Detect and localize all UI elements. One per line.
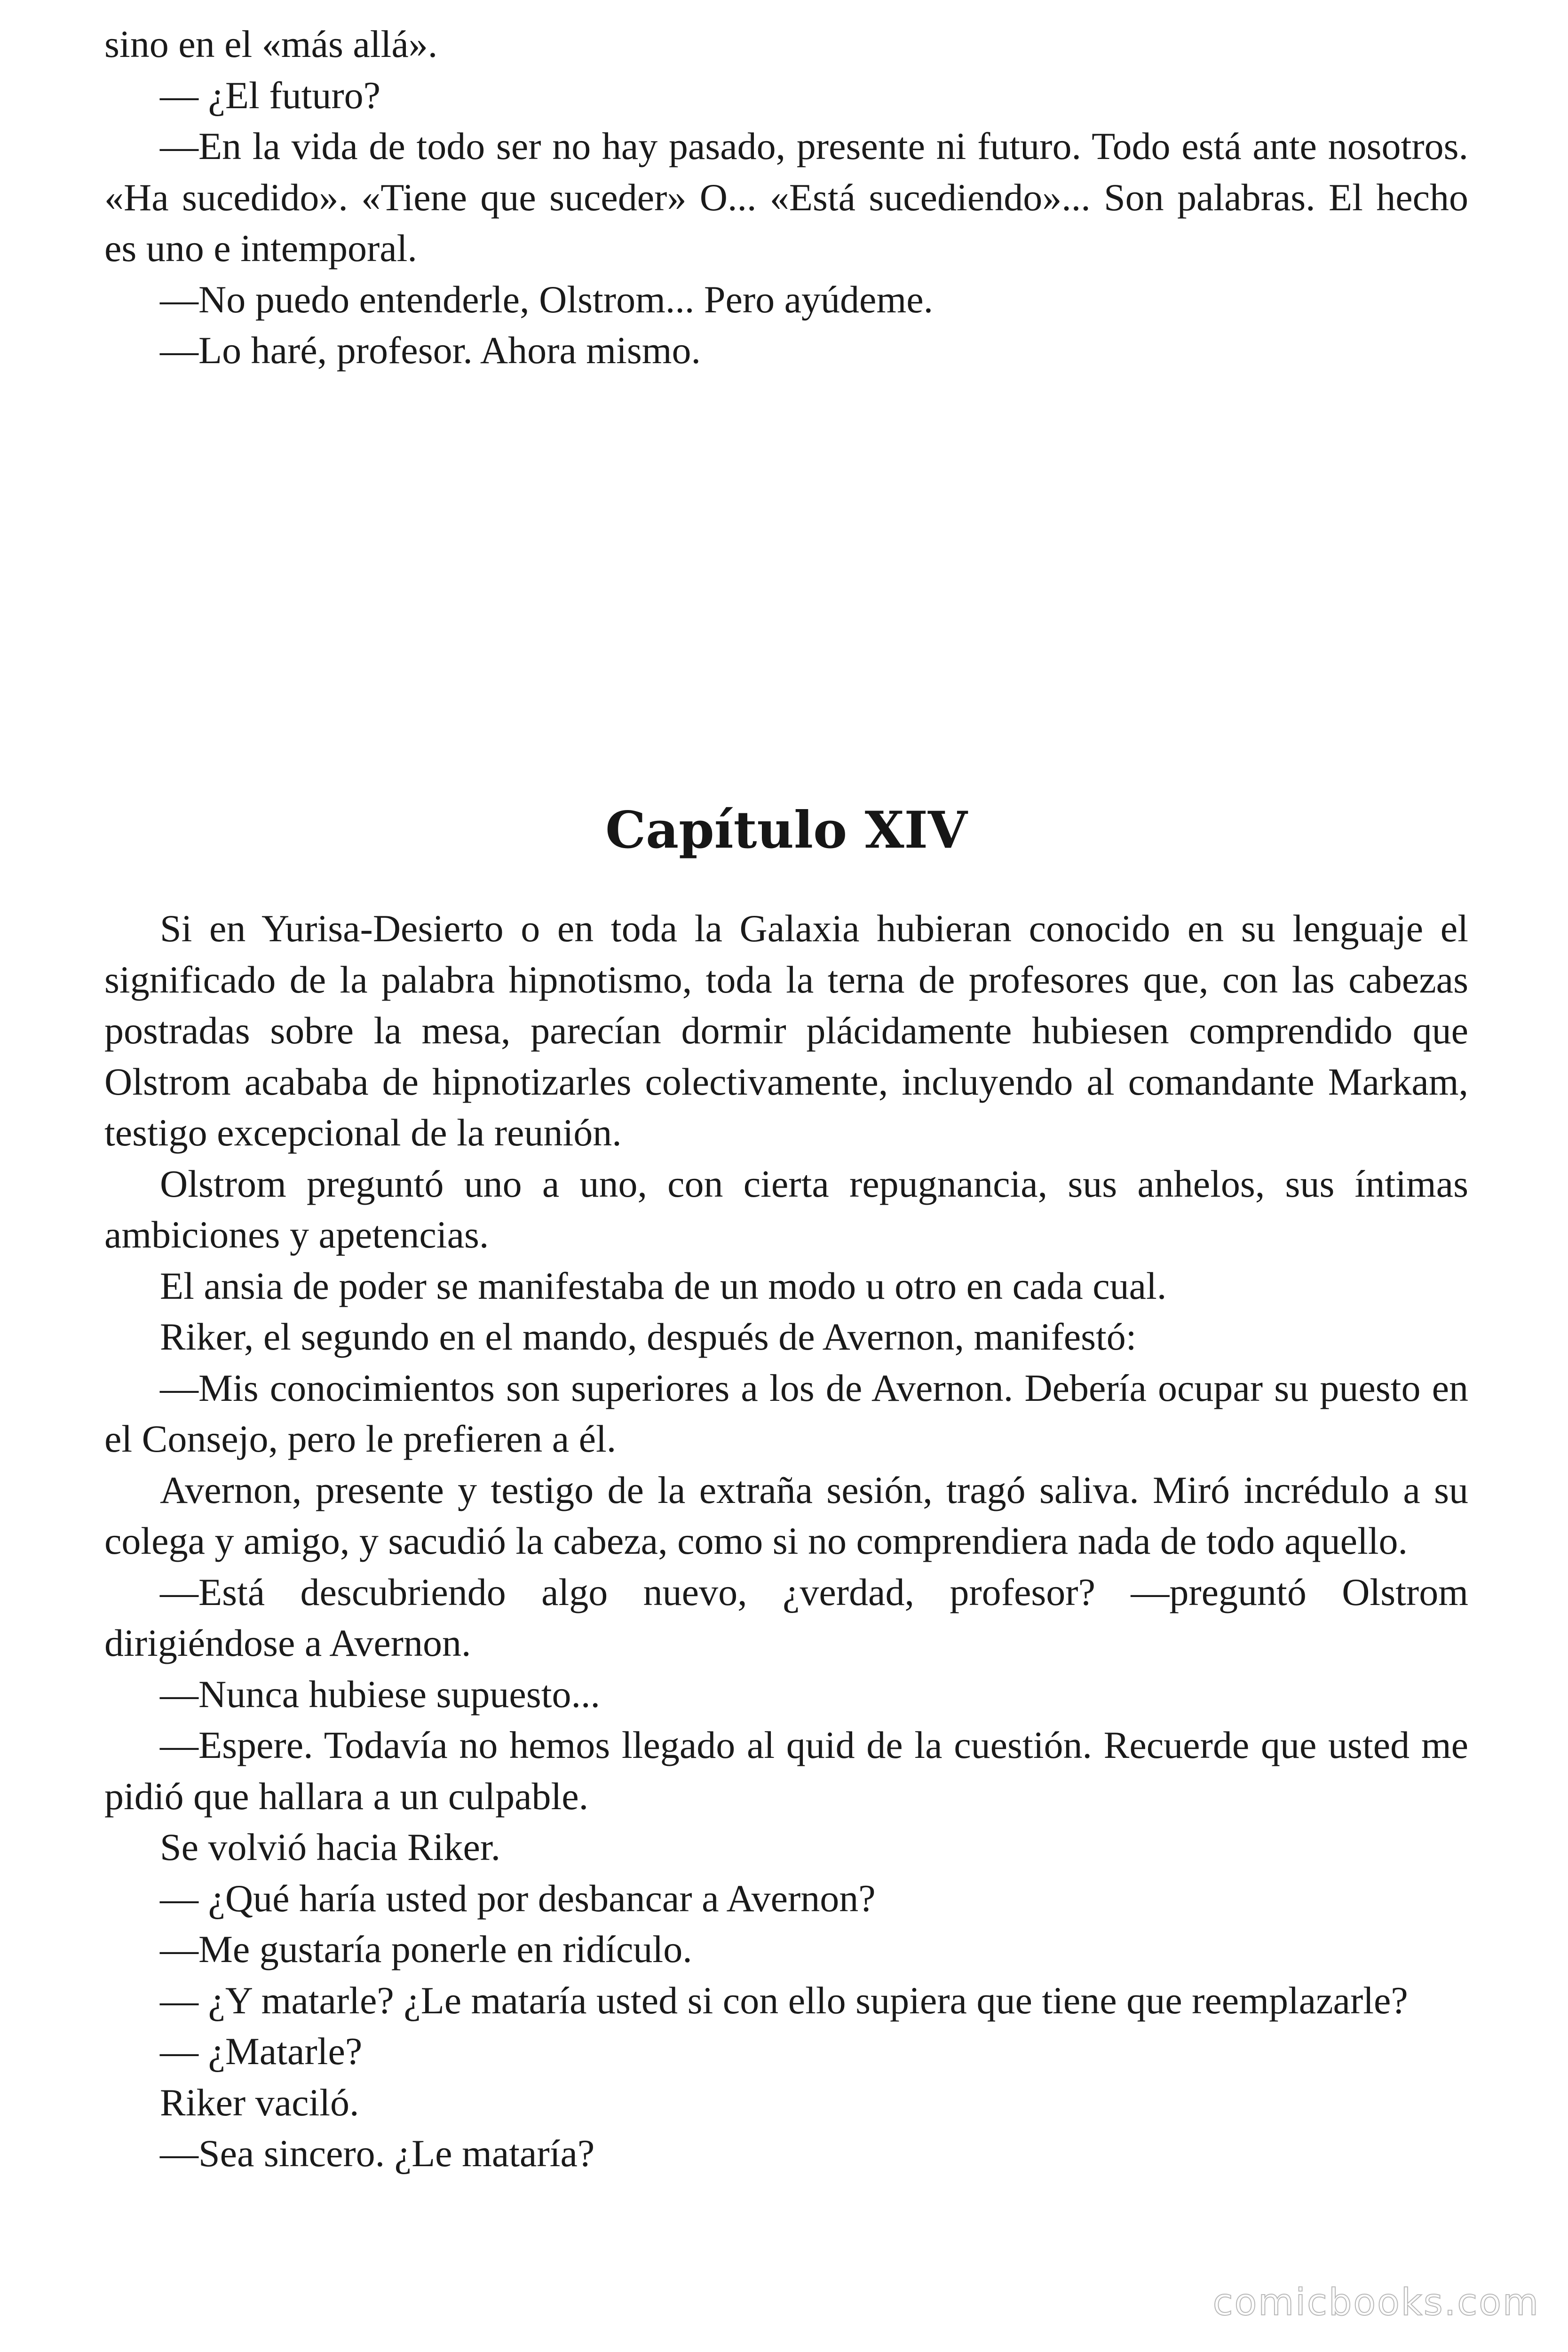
dialogue-line: —Mis conocimientos son superiores a los de Avernon. Debería ocupar su puesto en el Consejo, pero le prefieren a él. — [104, 1366, 1468, 1460]
paragraph: Riker vaciló. — [160, 2081, 359, 2124]
paragraph: Si en Yurisa-Desierto o en toda la Galaxia hubieran conocido en su lenguaje el significado de la palabra hipnotismo, toda la terna de profesores que, con las cabezas postradas sobre la mesa, parecían dormir plácidamente hubiesen comprendido que Olstrom acababa de hipnotizarles colectivamente, incluyendo al comandante Markam, testigo excepcional de la reunión. — [104, 907, 1468, 1154]
dialogue-line: —Me gustaría ponerle en ridículo. — [160, 1928, 692, 1971]
paragraph: Riker, el segundo en el mando, después de Avernon, manifestó: — [160, 1315, 1137, 1358]
dialogue-line: —Espere. Todavía no hemos llegado al quid de la cuestión. Recuerde que usted me pidió que hallara a un culpable. — [104, 1724, 1468, 1818]
watermark-text: comicbooks.com — [1212, 2281, 1540, 2324]
dialogue-line: —Está descubriendo algo nuevo, ¿verdad, profesor? —preguntó Olstrom dirigiéndose a Avernon. — [104, 1570, 1468, 1664]
paragraph: Se volvió hacia Riker. — [160, 1826, 501, 1868]
chapter-title: Capítulo XIV — [605, 801, 967, 860]
dialogue-line: —Sea sincero. ¿Le mataría? — [160, 2132, 595, 2175]
paragraph: El ansia de poder se manifestaba de un modo u otro en cada cual. — [160, 1264, 1167, 1307]
dialogue-line: —Lo haré, profesor. Ahora mismo. — [160, 329, 701, 372]
dialogue-line: — ¿El futuro? — [160, 73, 381, 117]
chapter-body — [104, 903, 1468, 2179]
dialogue-line: —No puedo entenderle, Olstrom... Pero ayúdeme. — [160, 278, 934, 321]
dialogue-line: — ¿Qué haría usted por desbancar a Avernon? — [160, 1876, 876, 1920]
previous-chapter-ending — [104, 19, 1468, 376]
paragraph: sino en el «más allá». — [104, 23, 438, 65]
dialogue-line: —Nunca hubiese supuesto... — [160, 1672, 600, 1716]
dialogue-line: —En la vida de todo ser no hay pasado, presente ni futuro. Todo está ante nosotros. «Ha sucedido». «Tiene que suceder» O... «Está sucediendo»... Son palabras. El hecho es uno e intemporal. — [104, 125, 1468, 270]
paragraph: Avernon, presente y testigo de la extraña sesión, tragó saliva. Miró incrédulo a su colega y amigo, y sacudió la cabeza, como si no comprendiera nada de todo aquello. — [104, 1468, 1468, 1562]
dialogue-line: — ¿Matarle? — [160, 2030, 363, 2073]
dialogue-line: — ¿Y matarle? ¿Le mataría usted si con ello supiera que tiene que reemplazarle? — [160, 1979, 1408, 2022]
paragraph: Olstrom preguntó uno a uno, con cierta repugnancia, sus anhelos, sus íntimas ambiciones y apetencias. — [104, 1162, 1468, 1256]
